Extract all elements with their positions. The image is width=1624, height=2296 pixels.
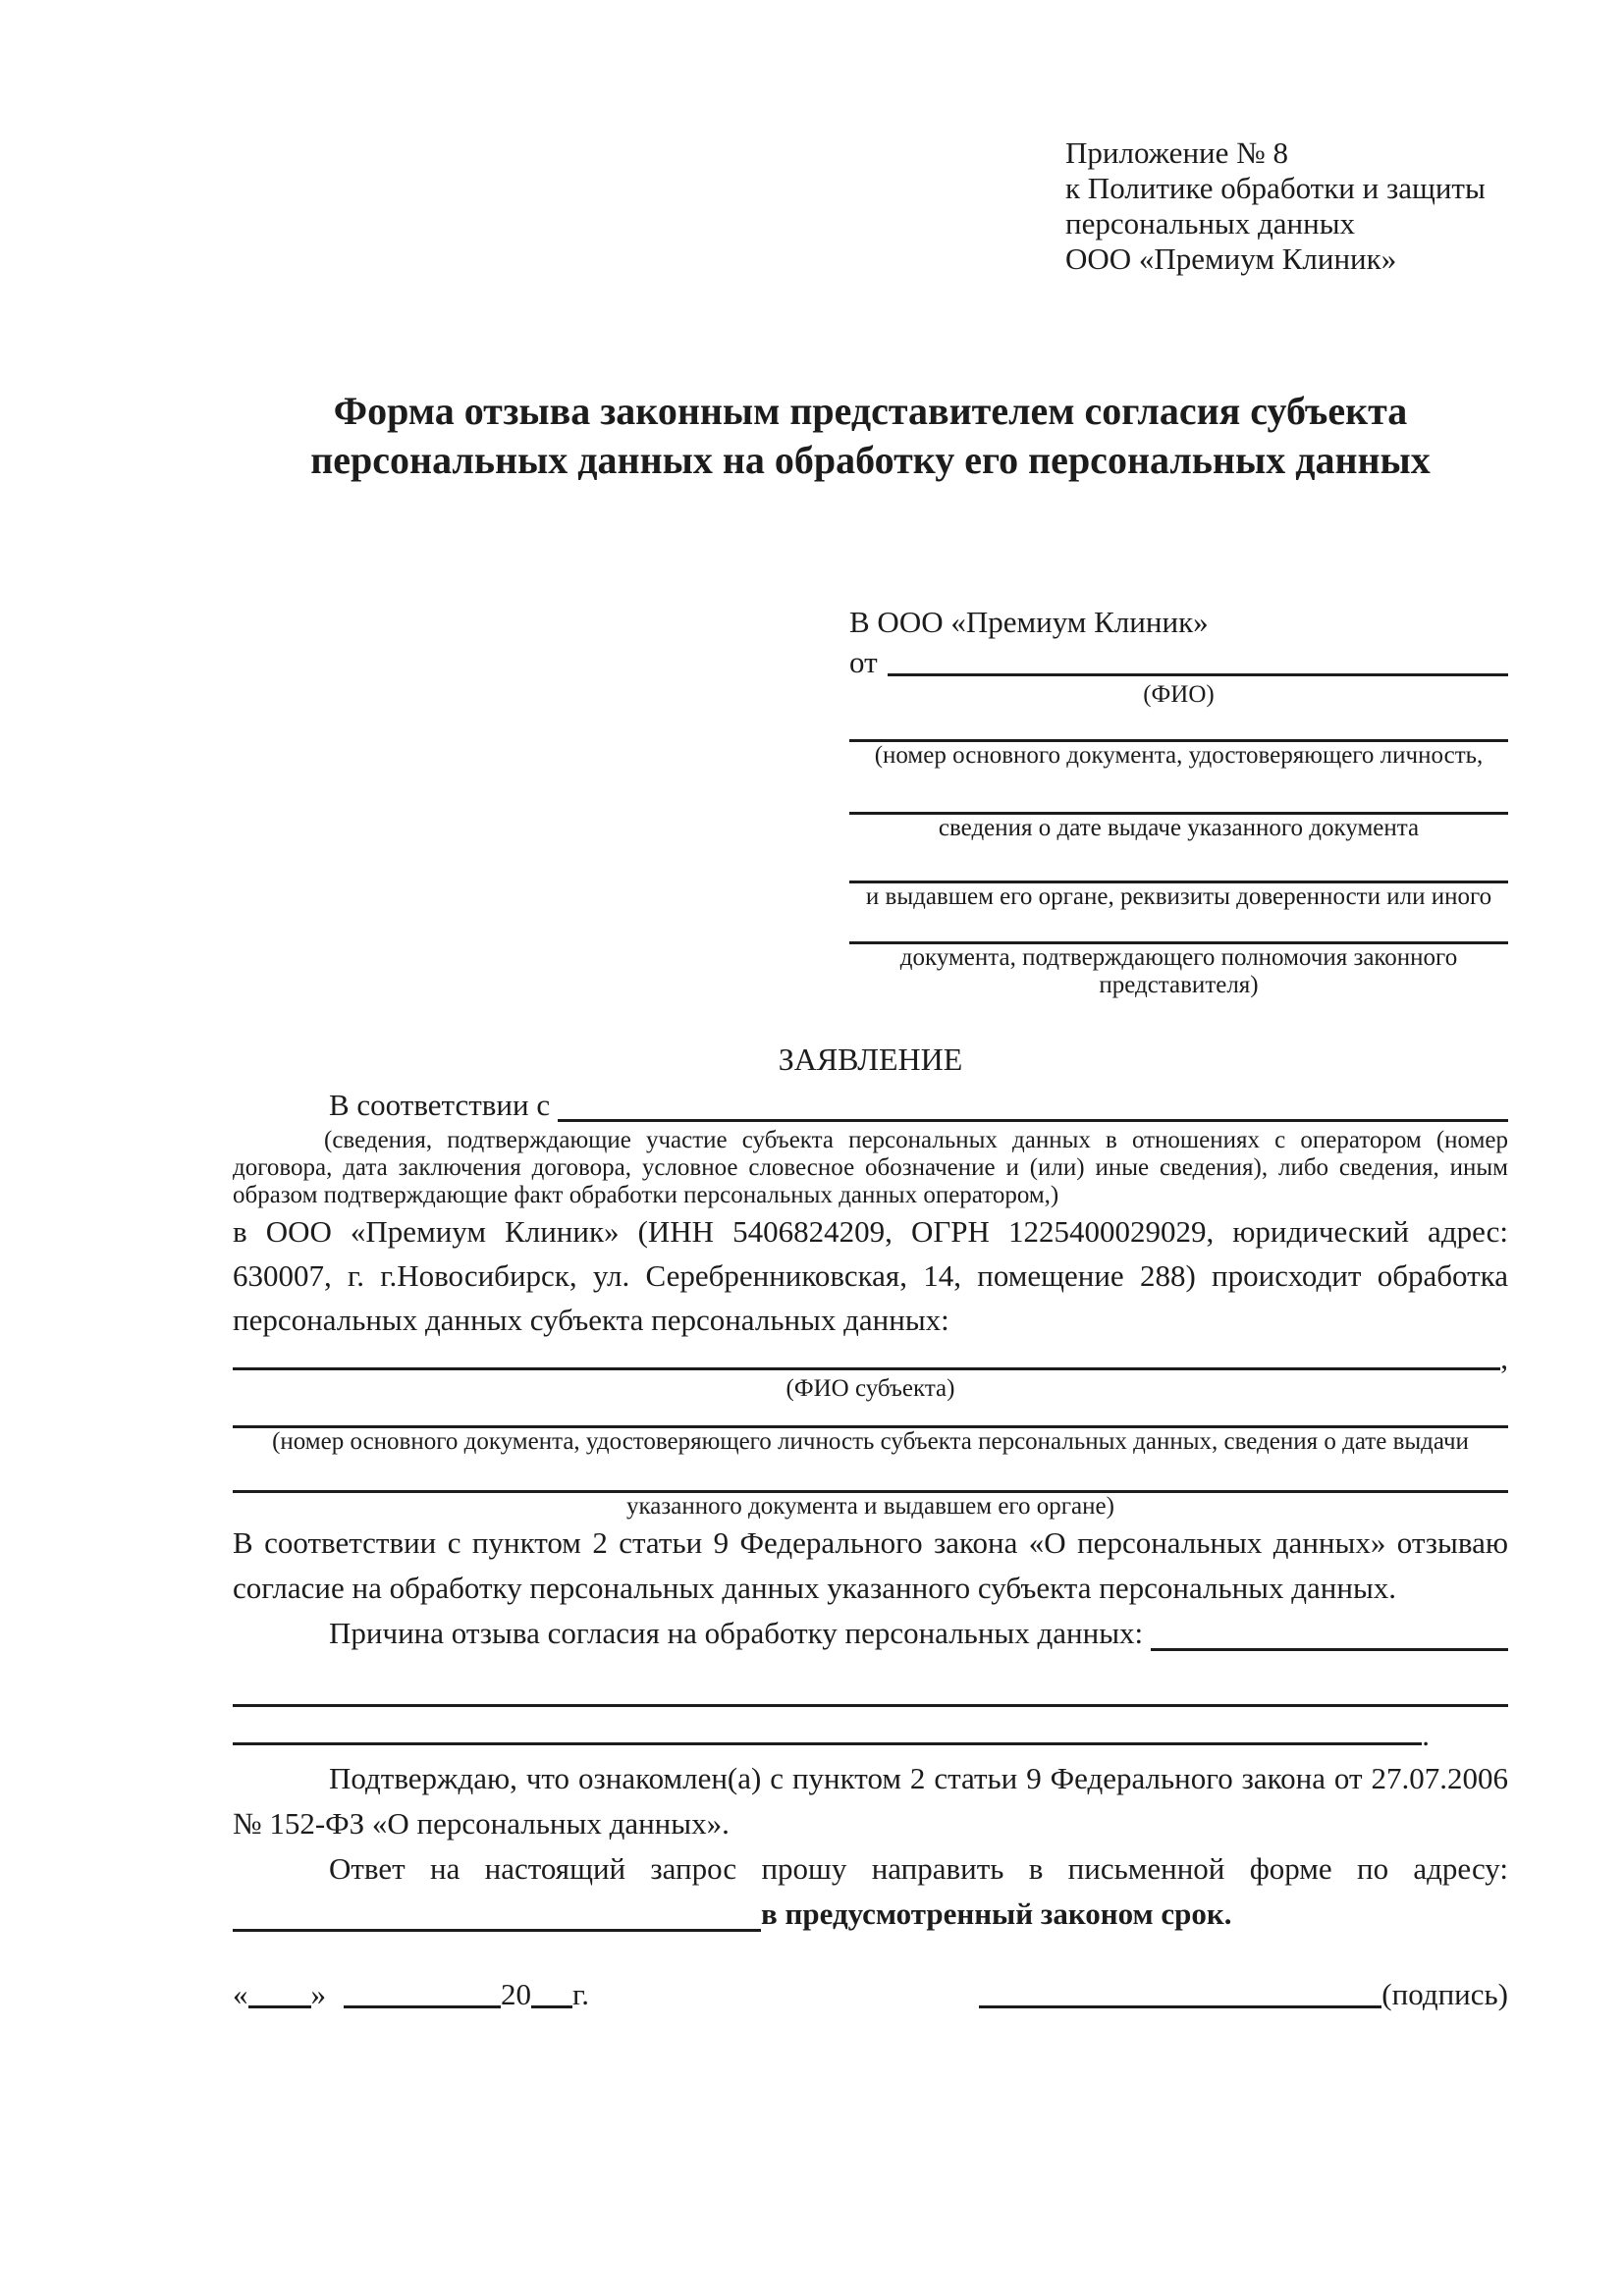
issuing-authority-field-line[interactable] — [849, 858, 1508, 883]
date-month-field-line[interactable] — [344, 2005, 501, 2008]
appendix-policy-line: к Политике обработки и защиты — [1065, 171, 1486, 205]
subject-fio-caption: (ФИО субъекта) — [785, 1375, 955, 1402]
date-quote-close: » — [310, 1977, 326, 2011]
withdrawal-paragraph: В соответствии с пунктом 2 статьи 9 Федерального закона «О персональных данных» отзываю согласие на обработку персональных данных указанного субъекта персональных данных. — [233, 1525, 1508, 1605]
period-mark: . — [1422, 1718, 1430, 1752]
accordance-field-line[interactable] — [558, 1112, 1508, 1122]
footer-row — [233, 1970, 1508, 2015]
confirm-paragraph: Подтверждаю, что ознакомлен(а) с пунктом 2 статьи 9 Федерального закона от 27.07.2006 № 152-ФЗ «О персональных данных». — [233, 1761, 1508, 1841]
subject-document-caption-1: (номер основного документа, удостоверяющего личность субъекта персональных данных, сведения о дате выдачи — [272, 1428, 1469, 1455]
date-year-suffix: г. — [572, 1977, 589, 2011]
addressee-block — [849, 601, 1508, 999]
reason-field-line[interactable] — [1151, 1641, 1508, 1651]
date-group — [233, 1974, 589, 2015]
appendix-policy-line2: персональных данных — [1065, 206, 1356, 240]
from-label: от — [849, 645, 878, 679]
document-number-caption: (номер основного документа, удостоверяющего личность, — [874, 742, 1484, 769]
date-quote-open: « — [233, 1977, 248, 2011]
accordance-label: В соответствии с — [329, 1088, 551, 1122]
reason-continuation-line[interactable] — [233, 1682, 1508, 1707]
subject-document-caption-2: указанного документа и выдавшем его органе) — [626, 1493, 1114, 1520]
signature-field-line[interactable] — [979, 2005, 1381, 2008]
reason-continuation-line-2[interactable] — [233, 1735, 1422, 1745]
signature-group — [979, 1974, 1508, 2015]
reason-label: Причина отзыва согласия на обработку персональных данных: — [329, 1616, 1144, 1650]
appendix-header — [1065, 135, 1508, 277]
date-day-field-line[interactable] — [248, 2005, 311, 2008]
reply-address-row — [233, 1892, 1508, 1937]
representative-authority-field-line[interactable] — [849, 919, 1508, 944]
statement-heading: ЗАЯВЛЕНИЕ — [778, 1041, 963, 1077]
reply-paragraph: Ответ на настоящий запрос прошу направить в письменной форме по адресу: — [329, 1851, 1508, 1886]
addressee-org: В ООО «Премиум Клиник» — [849, 605, 1209, 639]
document-number-field-line[interactable] — [849, 717, 1508, 742]
fio-caption: (ФИО) — [1143, 681, 1215, 708]
fio-field-line[interactable] — [888, 667, 1508, 676]
document-title: Форма отзыва законным представителем согласия субъекта персональных данных на обработку его персональных данных — [310, 389, 1431, 482]
representative-authority-caption: документа, подтверждающего полномочия законного представителя) — [899, 944, 1458, 998]
signature-caption: (подпись) — [1381, 1977, 1508, 2011]
subject-document-field-line-2[interactable] — [233, 1468, 1508, 1493]
date-year-prefix: 20 — [501, 1977, 531, 2011]
appendix-org-name: ООО «Премиум Клиник» — [1065, 241, 1397, 276]
accordance-fine-print: (сведения, подтверждающие участие субъекта персональных данных в отношениях с оператором (номер договора, дата заключения договора, условное словесное обозначение и (или) иные сведения), либо сведения, иным образом подтверждающие факт обработки персональных данных оператором,) — [233, 1127, 1508, 1208]
reply-tail-text: в предусмотренный законом срок. — [761, 1896, 1232, 1931]
issue-date-field-line[interactable] — [849, 789, 1508, 815]
accordance-row — [233, 1084, 1508, 1127]
date-year-field-line[interactable] — [531, 2005, 572, 2008]
issue-date-caption: сведения о дате выдаче указанного документа — [938, 815, 1420, 841]
subject-fio-row — [233, 1342, 1508, 1375]
reply-address-field-line[interactable] — [233, 1929, 761, 1932]
from-row — [849, 644, 1508, 681]
reason-row — [233, 1611, 1508, 1656]
appendix-number: Приложение № 8 — [1065, 135, 1288, 170]
issuing-authority-caption: и выдавшем его органе, реквизиты доверенности или иного — [865, 883, 1492, 910]
operator-paragraph: в ООО «Премиум Клиник» (ИНН 5406824209, ОГРН 1225400029029, юридический адрес: 630007, г. г.Новосибирск, ул. Серебренниковская, 14, помещение 288) происходит обработка персональных данных субъекта персональных данных: — [233, 1214, 1508, 1337]
subject-document-field-line[interactable] — [233, 1403, 1508, 1428]
subject-fio-field-line[interactable] — [233, 1361, 1500, 1370]
reason-continuation-row-2 — [233, 1718, 1430, 1752]
comma-mark: , — [1500, 1341, 1508, 1375]
